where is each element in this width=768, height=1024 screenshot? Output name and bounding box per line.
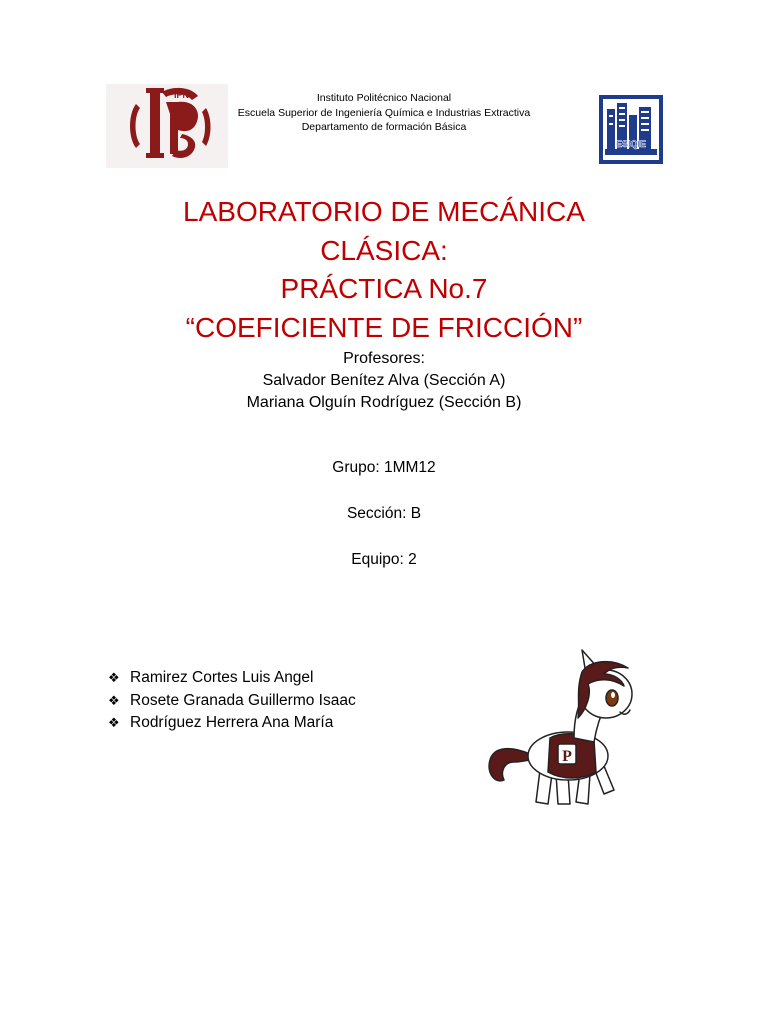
institute-name: Instituto Politécnico Nacional (316, 92, 452, 104)
team-label: Equipo: 2 (351, 551, 417, 568)
diamond-bullet-icon: ❖ (108, 715, 120, 730)
list-item (108, 667, 356, 690)
members-list (108, 667, 356, 735)
member-name: Ramirez Cortes Luis Angel (130, 669, 314, 686)
svg-text:ESIQIE: ESIQIE (615, 139, 647, 149)
svg-text:P: P (562, 748, 572, 765)
list-item (108, 690, 356, 713)
professors-block (0, 348, 768, 414)
professors-heading: Profesores: (343, 350, 425, 367)
list-item (108, 712, 356, 735)
professor-item: Salvador Benítez Alva (Sección A) (262, 372, 506, 389)
pony-mascot-illustration (482, 634, 642, 814)
professor-item: Mariana Olguín Rodríguez (Sección B) (246, 394, 522, 411)
title-line-4: “COEFICIENTE DE FRICCIÓN” (185, 311, 583, 343)
group-label: Grupo: 1MM12 (332, 459, 436, 476)
diamond-bullet-icon: ❖ (108, 670, 120, 685)
department-name: Departamento de formación Básica (301, 121, 467, 133)
section-label: Sección: B (346, 505, 422, 522)
esiqie-logo (597, 93, 665, 166)
svg-text:IPN: IPN (625, 156, 637, 162)
diamond-bullet-icon: ❖ (108, 692, 120, 708)
institution-header (200, 91, 568, 135)
title-line-3: PRÁCTICA No.7 (280, 273, 488, 304)
school-name: Escuela Superior de Ingeniería Química e Industrias Extractiva (237, 106, 531, 119)
member-name: Rosete Granada Guillermo Isaac (130, 691, 356, 709)
title-line-1: LABORATORIO DE MECÁNICA (183, 196, 585, 227)
svg-text:IPN: IPN (174, 90, 190, 100)
member-name: Rodríguez Herrera Ana María (130, 714, 334, 731)
document-title (0, 193, 768, 347)
title-line-2: CLÁSICA: (320, 234, 448, 266)
